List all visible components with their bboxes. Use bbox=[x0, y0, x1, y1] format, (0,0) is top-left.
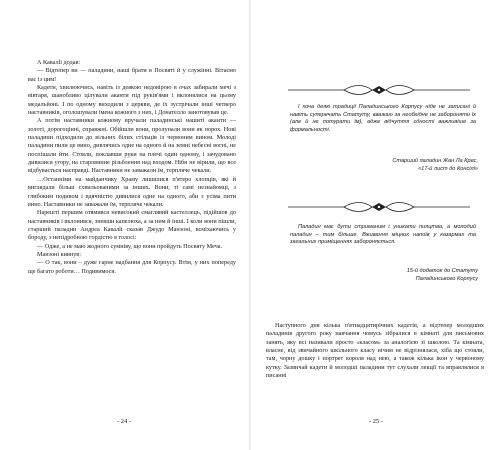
right-body-text: Наступного дня кілька п'ятнадцятирічних кадетів, а відтепер молодших паладинів другого року навчання чомусь зібралися в кімнаті для письмових занять, яку всі називали просто «класом» за аналогією зі школою. Та кімната, власне, від звичайного шкільного класу нічим не відрізнялася, хіба що стояли, там, чорну дошку і портрет короля над нею, а також кілька ікон у червоному кутку. Зазвичай кадети й молодші паладини тут слухали лекції та вправлялися в писанні bbox=[266, 322, 484, 380]
paragraph: А потім наставники кожному вручали паладинські нашиті аканти — золоті, дорогоцінні, справжні. Обійшли вони, пролунали вони як порох. Нові паладини підходили до вільних білих стільців із червоним вином. Молоді паладини пили це вино, дивлячись одне на одного й на земні небесні вогні, не поспішали йти. Стояли, поклавши руки на плечі один одному, і зачудовано дивилися угору, на старовинне різьблення над входом. Ніби не вірили, що все відбувається насправді. Наставники не заважали їм, терпляче чекали. bbox=[28, 117, 236, 175]
paragraph: — Відтепер ви — паладини, наші брати в Посвяті й у служінні. Вітаємо вас із цим! bbox=[28, 67, 236, 83]
paragraph: — О так, вони – дуже гарне надбання для Корпусу. Втім, у них попереду ще багато роботи… Подивимося. bbox=[28, 259, 236, 275]
page-number-right: - 25 - bbox=[369, 418, 383, 425]
epigraph-quote-2: Паладин має бути стриманим і уникати пияцтва, а молодий паладин – тим більше. Вживання міцних напоїв у казармах та загальних приміщеннях забороняється. bbox=[290, 224, 476, 246]
paragraph: Нарешті першим отямився невисокий смаглявий кастеллець, підійшов до наставників і вклонився, зневши капелюха, а за ним й інші. І коли вони пішли, старший паладин Андреа Кавалli сказав Джудо Манзоні, всміхаючись у бороду, з непідробною гордістю в голосі: bbox=[28, 209, 236, 242]
book-gutter bbox=[249, 0, 251, 450]
paragraph: Кадети, хвилюючись, навіть із деякою недовірою в очах забирали мечі з вівтаря, шанобливо цілували аканти під руків'ями і вклонялися на цьому медальйоні. І по одному виходили з церкви, де їх зустрічали інші четверо наставників, оголошували імена кожного з них, і Донателло занотовував це. bbox=[28, 84, 236, 117]
right-page bbox=[252, 0, 500, 450]
ornamental-flourish-icon bbox=[284, 201, 474, 213]
paragraph: …Останніми на майданчику Храму лишилися п'ятеро хлопців, які й виглядали більш схвильованими за інших. Вони, ті самі незнайомці, з глибоким подивом і вдячністю дивилися одне на одного, аби з усіма пити вино. Наставники не заважали їм, терпляче чекали. bbox=[28, 175, 236, 208]
left-body-text bbox=[28, 59, 236, 276]
paragraph: А Кавалli додав: bbox=[37, 59, 81, 66]
epigraph-quote-1: І хоча деякі традиції Паладинського Корпусу ніде не записані й навіть суперечать Статуту, вважаю за необхідне не забороняти їх (але й не потурати їм), адже відчуття єдності важливіше за формальності. bbox=[290, 104, 476, 133]
epigraph-attribution-1: Старший паладин Жан Ла Крес, «17-й лист до Консілі» bbox=[392, 158, 478, 172]
left-page bbox=[0, 0, 248, 450]
paragraph: Манзоні кивнув: bbox=[37, 250, 81, 258]
ornamental-flourish-icon bbox=[284, 84, 474, 96]
epigraph-attribution-2: 15-й додаток до Статуту Паладинського Корпусу bbox=[406, 268, 478, 282]
paragraph: — Одже, а не маю жодного сумніву, що вони пройдуть Посвяту Меча. bbox=[37, 242, 223, 250]
page-number-left: - 24 - bbox=[117, 418, 131, 425]
